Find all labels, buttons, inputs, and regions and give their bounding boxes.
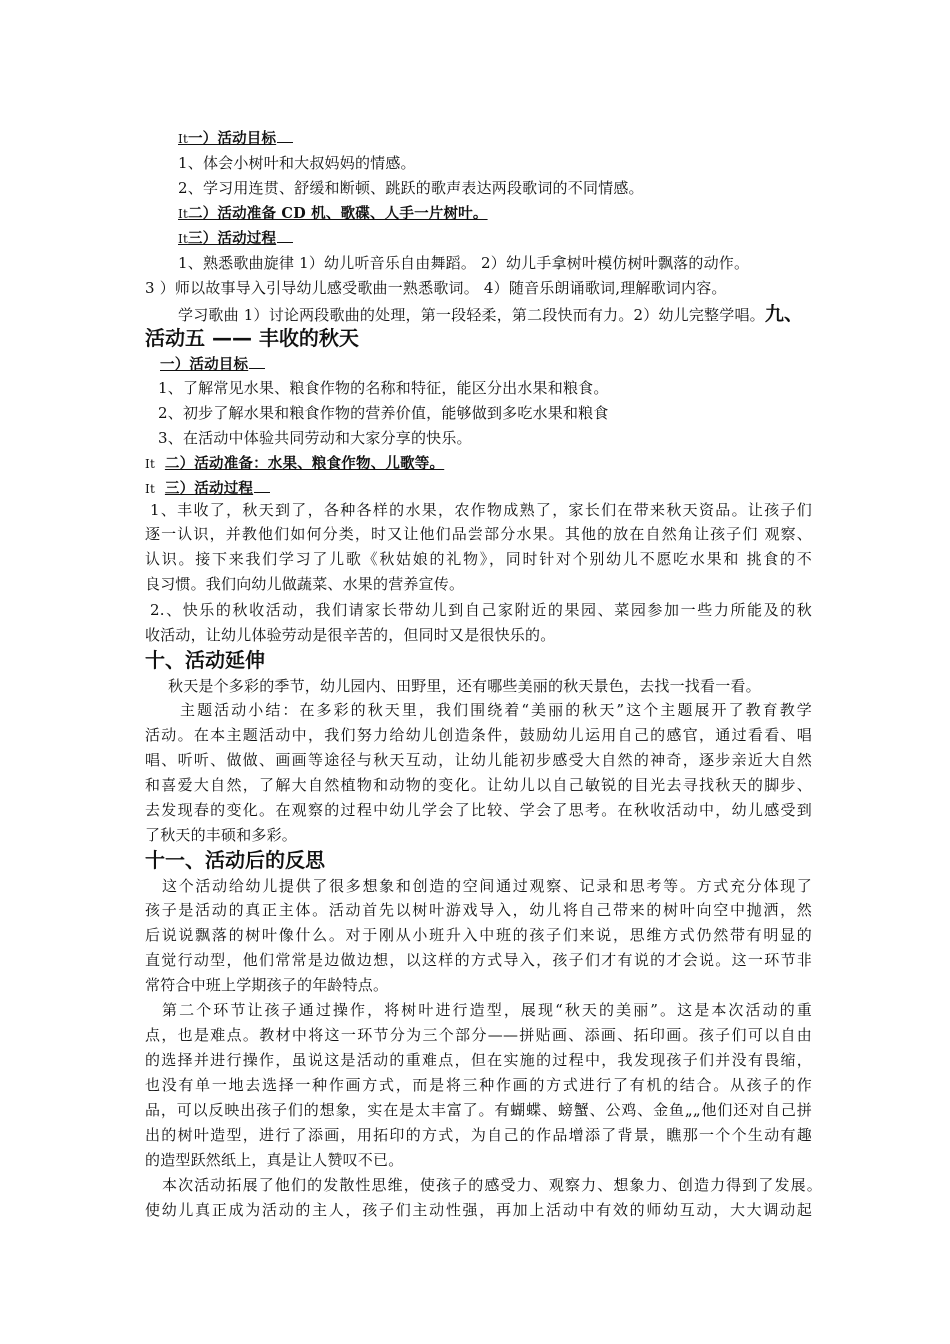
heading-tail bbox=[277, 136, 293, 143]
goal-item: 3、在活动中体验共同劳动和大家分享的快乐。 bbox=[158, 429, 472, 447]
reflection-line: 品，可以反映出孩子们的想象，实在是太丰富了。有蝴蝶、螃蟹、公鸡、金鱼„„他们还对自己拼 bbox=[145, 1101, 812, 1119]
reflection-line: 这个活动给幼儿提供了很多想象和创造的空间通过观察、记录和思考等。方式充分体现了 bbox=[162, 877, 812, 895]
intro-line: 秋天是个多彩的季节，幼儿园内、田野里，还有哪些美丽的秋天景色，去找一找看一看。 bbox=[168, 677, 761, 695]
process-line: 3 ）师以故事导入引导幼儿感受歌曲一熟悉歌词。 4）随音乐朗诵歌词,理解歌词内容。 bbox=[145, 279, 727, 297]
reflection-line: 点，也是难点。教材中将这一环节分为三个部分——拼贴画、添画、拓印画。孩子们可以自由 bbox=[145, 1026, 812, 1044]
goal-item: 1、了解常见水果、粮食作物的名称和特征，能区分出水果和粮食。 bbox=[158, 379, 609, 397]
prep-heading: It 二）活动准备：水果、粮食作物、儿歌等。 bbox=[145, 455, 445, 472]
reflection-line: 后说说飘落的树叶像什么。对于刚从小班升入中班的孩子们来说，思维方式仍然带有明显的 bbox=[145, 926, 812, 944]
process-heading: It 三）活动过程 bbox=[145, 478, 825, 499]
goal-heading-top: It一）活动目标 bbox=[178, 128, 858, 149]
paragraph-line: 收活动，让幼儿体验劳动是很辛苦的，但同时又是很快乐的。 bbox=[145, 626, 556, 644]
summary-line: 活动。在本主题活动中，我们努力给幼儿创造条件，鼓励幼儿运用自己的感官，通过看看、唱 bbox=[145, 726, 812, 744]
summary-line: 和喜爱大自然，了解大自然植物和动物的变化。让幼儿以自己敏锐的目光去寻找秋天的脚步、 bbox=[145, 776, 812, 794]
list-marker: It bbox=[178, 132, 188, 146]
process-line: 学习歌曲 1）讨论两段歌曲的处理，第一段轻柔，第二段快而有力。2）幼儿完整学唱。九、 bbox=[178, 304, 804, 325]
goal-item: 1、体会小树叶和大叔妈妈的情感。 bbox=[178, 154, 416, 172]
summary-line: 唱、听听、做做、画画等途径与秋天互动，让幼儿能初步感受大自然的神奇，逐步亲近大自然 bbox=[145, 751, 812, 769]
reflection-line: 使幼儿真正成为活动的主人，孩子们主动性强，再加上活动中有效的师幼互动，大大调动起 bbox=[145, 1201, 812, 1219]
summary-line: 了秋天的丰硕和多彩。 bbox=[145, 826, 298, 844]
reflection-line: 本次活动拓展了他们的发散性思维，使孩子的感受力、观察力、想象力、创造力得到了发展。 bbox=[162, 1176, 822, 1194]
section10-title: 十、活动延伸 bbox=[145, 648, 265, 672]
paragraph-line: 逐一认识，并教他们如何分类，时又让他们品尝部分水果。其他的放在自然角让孩子们 观察、 bbox=[145, 525, 812, 543]
section11-title: 十一、活动后的反思 bbox=[145, 848, 325, 872]
activity5-title: 活动五 —— 丰收的秋天 bbox=[145, 326, 359, 350]
paragraph-line: 良习惯。我们向幼儿做蔬菜、水果的营养宣传。 bbox=[145, 575, 465, 593]
process-heading-top: It三）活动过程 bbox=[178, 228, 858, 249]
goal-item: 2、学习用连贯、舒缓和断顿、跳跃的歌声表达两段歌词的不同情感。 bbox=[178, 179, 644, 197]
reflection-line: 的造型跃然纸上，真是让人赞叹不已。 bbox=[145, 1151, 404, 1169]
process-line: 1、熟悉歌曲旋律 1）幼儿听音乐自由舞蹈。 2）幼儿手拿树叶模仿树叶飘落的动作。 bbox=[178, 254, 750, 272]
prep-heading-top: It二）活动准备 CD 机、歌碟、人手一片树叶。 bbox=[178, 205, 488, 222]
goal-heading: 一）活动目标 bbox=[160, 354, 840, 375]
section-nine-number: 九、 bbox=[764, 304, 804, 325]
paragraph-line: 2.、快乐的秋收活动，我们请家长带幼儿到自己家附近的果园、菜园参加一些力所能及的秋 bbox=[150, 601, 812, 619]
reflection-line: 出的树叶造型，进行了添画，用拓印的方式，为自己的作品增添了背景，瞧那一个个生动有趣 bbox=[145, 1126, 812, 1144]
summary-line: 去发现春的变化。在观察的过程中幼儿学会了比较、学会了思考。在秋收活动中，幼儿感受到 bbox=[145, 801, 812, 819]
reflection-line: 的选择并进行操作，虽说这是活动的重难点，但在实施的过程中，我发现孩子们并没有畏缩， bbox=[145, 1051, 812, 1069]
paragraph-line: 认识。接下来我们学习了儿歌《秋姑娘的礼物》，同时针对个别幼儿不愿吃水果和 挑食的不 bbox=[145, 550, 812, 568]
reflection-line: 第二个环节让孩子通过操作，将树叶进行造型，展现“秋天的美丽”。这是本次活动的重 bbox=[162, 1001, 812, 1019]
reflection-line: 也没有单一地去选择一种作画方式，而是将三种作画的方式进行了有机的结合。从孩子的作 bbox=[145, 1076, 812, 1094]
reflection-line: 直觉行动型，他们常常是边做边想，以这样的方式导入，孩子们才有说的才会说。这一环节非 bbox=[145, 951, 812, 969]
goal-item: 2、初步了解水果和粮食作物的营养价值，能够做到多吃水果和粮食 bbox=[158, 404, 609, 422]
summary-line: 主题活动小结：在多彩的秋天里，我们围绕着“美丽的秋天”这个主题展开了教育教学 bbox=[180, 701, 812, 719]
reflection-line: 常符合中班上学期孩子的年龄特点。 bbox=[145, 976, 389, 994]
reflection-line: 孩子是活动的真正主体。活动首先以树叶游戏导入，幼儿将自己带来的树叶向空中抛洒，然 bbox=[145, 901, 812, 919]
paragraph-line: 1、丰收了，秋天到了，各种各样的水果，农作物成熟了，家长们在带来秋天资品。让孩子们 bbox=[150, 501, 812, 519]
